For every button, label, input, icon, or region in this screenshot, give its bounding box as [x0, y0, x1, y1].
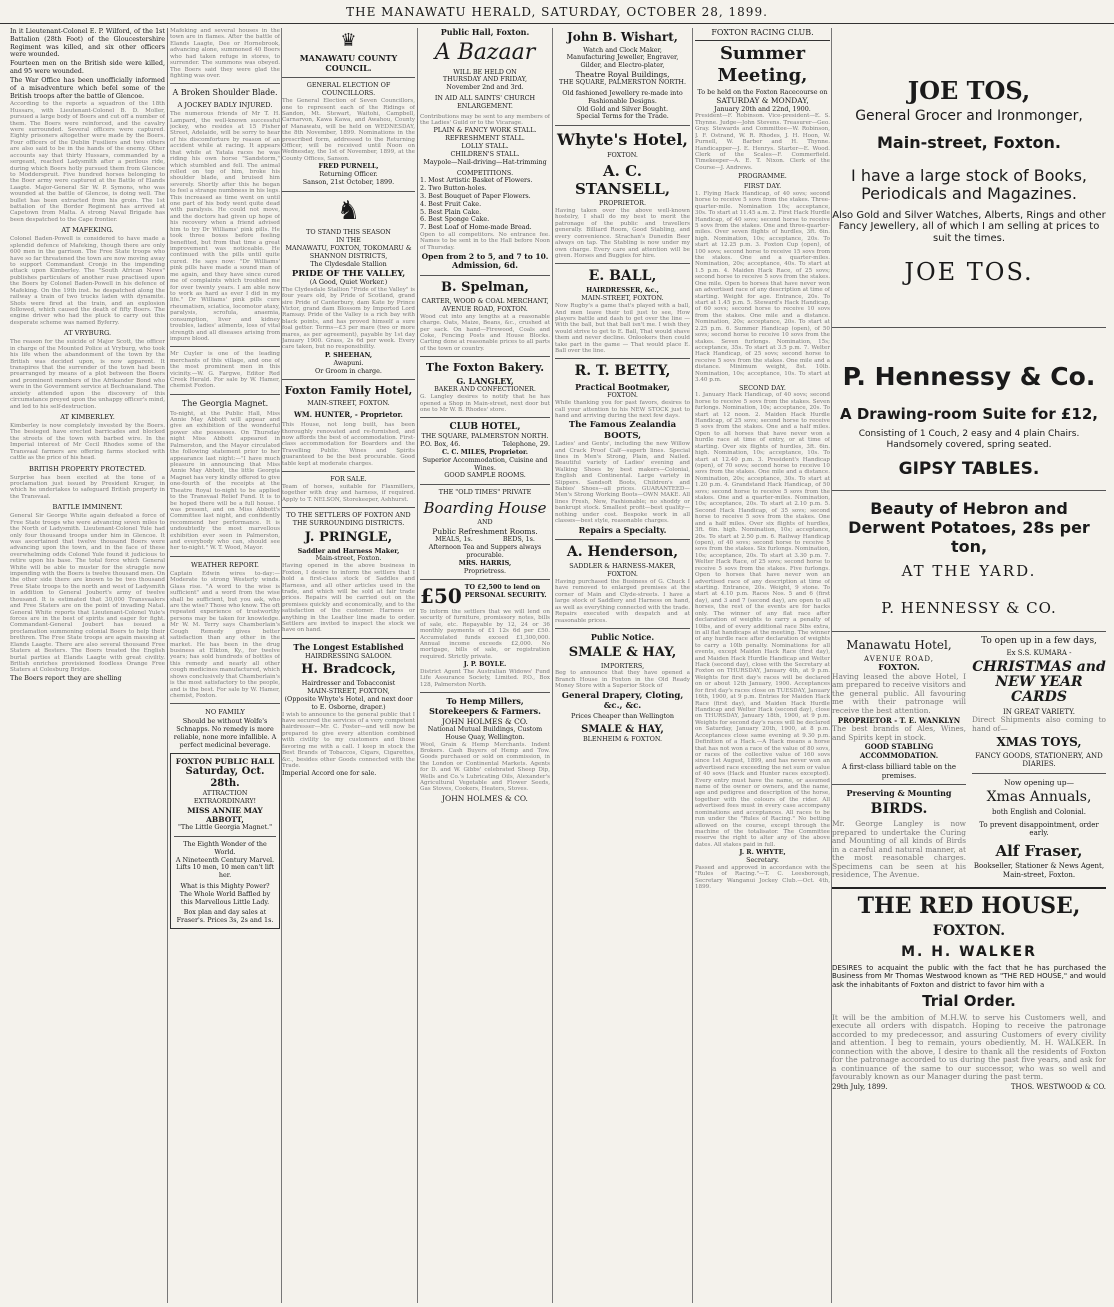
- section-heading: AT MAFEKING.: [61, 226, 114, 235]
- advert-title: THE RED HOUSE,: [857, 892, 1081, 919]
- article-body: 1. January Hack Handicap, of 40 sovs; second horse to receive 5 sovs from the stakes. Seven furlongs. Nomination, 10s; acceptance, 20s. To start at 12 noon. 2. Maiden Hack Hurdle Handicap, of 25 sovs; second horse to receive 5 sovs from the stakes. One and a half miles. Open to all horses that have never won a hurdle race at time of entry, or at time of starting. Over six flights of hurdles, 3ft. 6in. high. Nomination, 10s; acceptance, 10s. To start at 12.40 p.m. 3. President's Handicap (open), of 70 sovs; second horse to receive 10 sovs from the stakes. One mile and a distance. Nomination, 20s; acceptance, 30s. To start at 1.20 p.m. 4. Grandstand Hack Handicap, of 50 sovs; second horse to receive 5 sovs from the stakes. One and a quarter-miles. Nomination, 10s; acceptance, 20s. To start at 2.10 p.m. 5. Second Hack Handicap, of 35 sovs; second horse to receive 5 sovs from the stakes. One and a half miles. Over six flights of hurdles, 3ft. 6in. high. Nomination, 10s; acceptance, 20s. To start at 2.50 p.m. 6. Railway Handicap (open), of 40 sovs; second horse to receive 5 sovs from the stakes. Six furlongs. Nomination, 10s; acceptance, 20s. To start at 3.30 p.m. 7. Welter Hack Race, of 25 sovs; second horse to receive 5 sovs from the stakes. Five furlongs. Open to horses that have never won an advertised race of any description at time of starting. Entrance, 20s. Weight, 9 stone. To start at 4.10 p.m. Races Nos. 5 and 6 (first day), and 3 and 7 (second day), are open to all horses, the rest of the events are for hacks only. The winner of any flat race after declaration of weights to carry a penalty of 10lbs, and of every additional race 5lbs extra, in all flat handicaps at the meeting. The winner of any hurdle race after declaration of weights to carry a 10lb penalty. Nominations for all events, except Maiden Hack Race (first day), and Maiden Hack Hurdle Handicap and Welter Hack (second day), close with the Secretary at Foxton on THURSDAY, January 4th, at 9 p.m. Weights for first day's races will be declared on or about 12th January, 1900. Acceptances for first day's races close on TUESDAY, January 16th, 1900, at 9 p.m. Entries for Maiden Hack Race (first day), and Maiden Hack Hurdle Handicap and Welter Hack (second day), close on THURSDAY, January 18th, 1900, at 9 p.m. Weights for second day's races will be declared on Saturday, January 20th, 1900, at 8 p.m. Acceptances close same evening at 9.30 p.m. Definition of a Hack.—A Hack means a horse that has not won a race of the value of 80 sovs, or races of the collective value of 160 sovs since 1st August, 1899, and has never won an advertised race exceeding the net sum or value of 40 sovs (Hack and Hunter races excepted). Every entry must have the name, or assumed name of the owner or owners, and the name, age and pedigree and description of the horse, together with the colours of the rider. All advertised fees must in every case accompany nominations and acceptances. All races to be run under the "Rules of Racing." No betting allowed on the course, except through the machine of the totalisator. The Committee reserve the right to alter any of the above dates. All stakes paid in full.: [695, 392, 830, 848]
- divider: [170, 83, 280, 84]
- advert-title: Preserving & Mounting: [846, 788, 952, 799]
- advert-text: Also Gold and Silver Watches, Alberts, Rings and other Fancy Jewellery, all of which I am selling at prices to suit the times.: [832, 209, 1106, 244]
- advert-title: Public Notice.: [590, 631, 655, 642]
- advert-address: MAIN-STREET, FOXTON,: [307, 687, 390, 696]
- advert-text: Box plan and day sales at Fraser's. Prices 3s, 2s and 1s.: [176, 908, 274, 925]
- article-body: Mr. George Langley is now prepared to undertake the Curing and Mounting of all kinds of Birds in a careful and natural manner, at the most reasonable charges. Specimens can be seen at his residence, The Avenue.: [832, 819, 966, 880]
- advert-text: A first-class billiard table on the premises.: [842, 763, 956, 780]
- telephone: Telephone, 29.: [502, 440, 550, 449]
- divider: [555, 125, 690, 126]
- article-paragraph: The War Office has been unofficially informed of a misadventure which befel some of the British troops after the battle of Glencoe.: [10, 75, 165, 100]
- divider: [832, 327, 1106, 328]
- divider: [555, 358, 690, 359]
- divider: [555, 628, 690, 629]
- advert-text: November 2nd and 3rd.: [446, 83, 524, 92]
- advert-address: FOXTON.: [607, 391, 638, 400]
- article-body: It will be the ambition of M.H.W. to serve his Customers well, and execute all orders with dispatch. Hoping to receive the patronage accorded to my predecessor, and assuring Customers of every civility and attention. I beg to remain, yours obediently, M. H. WALKER. In connection with the above, I desire to thank all the residents of Foxton for the patronage accorded to us during the past five years, and ask for a continuance of the same to our successor, who was so well and favourably known as our Manager during the past term.: [832, 1012, 1106, 1082]
- divider: [555, 263, 690, 264]
- column-adverts-a: [282, 28, 415, 1303]
- divider: [282, 77, 415, 78]
- divider: [420, 579, 550, 580]
- article-body: Beg to announce that they have opened a Branch House in Foxton in the Old Ready Money Store with a Superior Stock of: [555, 670, 690, 690]
- article-body: Direct Shipments also coming to hand of—: [972, 715, 1106, 733]
- advert-title: J. PRINGLE,: [304, 529, 393, 545]
- article-body: Kimberley is now completely invested by the Boers. The besieged have erected barricades and blocked the streets of the town with barbed wire. In the Imperial interest of Mr Cecil Rhodes some of the Transvaal farmers are offering farms stocked with cattle as the price of his head.: [10, 422, 165, 462]
- article-body: Having purchased the Business of G. Chuck I have removed to enlarged premises at the corner of Main and Clyde-streets. I have a large stock of Saddlery and Harness on hand, as well as everything connected with the trade. Repairs executed with despatch and at reasonable prices.: [555, 579, 690, 624]
- advert-text: Special Terms for the Trade.: [576, 112, 669, 121]
- advert-text: The Clydesdale Stallion: [310, 259, 387, 268]
- signature-title: Returning Officer.: [319, 170, 378, 179]
- divider: [170, 346, 280, 347]
- article-body: To-night, at the Public Hall, Miss Annie May Abbott will appear and give an exhibition of the wonderful power she possesses. On Thursday night Miss Abbott appeared in Palmerston, and the Mayor circulated the following statement prior to her appearance last night:—"I have much pleasure in announcing that Miss Annie May Abbott, the little Georgia Magnet has very kindly offered to give one-fourth of the receipts at the Theatre Royal to-night to be applied to the Transvaal Relief Fund. It is to be hoped there will be a full house. I was present, and on Miss Abbott's Committee last night, and confidently recommend her performance. It is undoubtedly the most marvellous exhibition ever seen in Palmerston, and everybody who can, should see her to-night." W. T. Wood, Mayor.: [170, 410, 280, 552]
- advert-proprietor: PROPRIETOR.: [599, 199, 646, 208]
- divider: [174, 836, 276, 837]
- advert-date: Saturday, Oct. 28th.: [185, 765, 265, 789]
- stall-item: CHILDREN'S STALL.: [450, 149, 520, 158]
- article-body: Team of horses, suitable for Flaxmillers, together with dray and harness, if required. Apply to T. NELSON, Storekeeper, Ashhurst.: [282, 483, 415, 503]
- article-body: The Clydesdale Stallion "Pride of the Valley" is four years old, by Pride of Scotland, grand sire Pride of Canterbury, dam Kate by Prince Victor, grand dam Blossom by Imported Lord Ramsay. Pride of the Valley is a rich bay with black points, and has proved himself a sure foal getter. Terms—£3 per mare (two or more mares, as per agreement), payable by 1st day January 1900. Grass, 2s 6d per week. Every care taken, but no responsibility.: [282, 286, 415, 351]
- column-rule: [417, 28, 418, 1303]
- advert-text: MANAWATU, FOXTON, TOKOMARU & SHANNON DISTRICTS,: [285, 244, 412, 260]
- royal-crest-icon: ♛: [340, 30, 357, 51]
- signature: J. R. WHYTE,: [739, 848, 786, 857]
- advert-title: A. Henderson,: [566, 544, 679, 561]
- article-body: General Sir George White again defeated a force of Free State troops who were advancing seven miles to the North of Ladysmith. Lieutenant-Colonel Yule had only four thousand troops under him in Glencoe. It was ascertained that twelve thousand Boers were advancing upon the town, and in the face of these overwhelming odds Colonel Yule found it judicious to retire upon his base. The total force which General White will be able to muster for the struggle now impending with the Boers is twelve thousand men. On the other side there are known to be two thousand Free State troops to the north and west of Ladysmith in addition to General Joubert's army of twelve thousand. It is estimated that 30,000 Transvaalers and Free Staters are on the point of invading Natal. General White reports that Lieutenant-Colonel Yule's forces are in the best of spirits and eager for fight. Commandant-General Joubert has issued a proclamation summoning colonial Boers to help their brethren. The Free State troops are again massing at Elands Laagte. There are also several thousand Free Staters at Besters. The Boers treated the English burial parties at Elands Laagte with great civility. British enriches provisioned foodless Orange Free Staters at Colesburg Bridge.: [10, 513, 165, 674]
- advert-address: FOXTON.: [607, 150, 638, 159]
- advert-title: P. Hennessy & Co.: [842, 362, 1096, 392]
- section-heading: AT KIMBERLEY.: [60, 412, 115, 421]
- article-body: Mafeking and several houses in the town are in flames. After the battle of Elands Laagte, Dee or Hornebrook, advancing alone, summoned 40 Boers who had taken refuge in stores, to surrender. The summons was obeyed. The Boers said they were glad the fighting was over.: [170, 28, 280, 79]
- advert-title: MANAWATU COUNTY COUNCIL.: [299, 52, 398, 73]
- column-rule: [167, 28, 168, 1303]
- stall-item: PLAIN & FANCY WORK STALL.: [433, 126, 537, 135]
- beds-price: BEDS, 1s.: [502, 535, 535, 544]
- advert-text: AT THE YARD.: [901, 562, 1037, 581]
- advert-title: SMALE & HAY,: [568, 644, 677, 660]
- divider: [282, 471, 415, 472]
- advert-title: Boarding House: [423, 499, 547, 518]
- advert-address: (Opposite Whyte's Hotel, and next door to E. Osborne, draper.): [284, 694, 413, 711]
- article-body: While thanking you for past favors, desires to call your attention to his NEW STOCK just to hand and arriving during the next few days.: [555, 400, 690, 419]
- stallion-illustration-icon: ♞: [336, 195, 361, 226]
- advert-text: Old fashioned Jewellery re-made into Fashionable Designs.: [562, 89, 683, 105]
- column-rule: [552, 28, 553, 1303]
- advert-title: Public Hall, Foxton.: [440, 28, 530, 37]
- race-meeting-heading: Summer Meeting,: [717, 42, 808, 86]
- loan-advert: [420, 584, 550, 608]
- article-body: Contributions may be sent to any members of the Ladies' Guild or to the Vicarage.: [420, 113, 550, 127]
- advert-text: To open up in a few days,: [981, 636, 1097, 647]
- advert-title: JOE TOS.: [904, 258, 1034, 287]
- signature: P. SHEEHAN,: [324, 350, 373, 359]
- advert-title: To Hemp Millers, Storekeepers & Farmers.: [429, 696, 541, 717]
- signature-title: Proprietress.: [463, 566, 507, 575]
- divider: [282, 379, 415, 380]
- advert-address: AVENUE ROAD,: [864, 654, 934, 663]
- advert-name: G. LANGLEY,: [456, 375, 514, 386]
- list-item: 3. Best Bouquet of Paper Flowers.: [420, 191, 531, 200]
- section-heading: BRITISH PROPERTY PROTECTED.: [29, 464, 146, 473]
- advert-subtitle: HAIRDRESSER, &c.,: [586, 286, 659, 295]
- advert-subtitle: IMPORTERS,: [600, 661, 645, 670]
- advert-subtitle: BAKER AND CONFECTIONER.: [434, 385, 536, 394]
- advert-address: THE SQUARE, PALMERSTON NORTH.: [559, 78, 686, 87]
- advert-address: Bookseller, Stationer & News Agent, Main-street, Foxton.: [973, 862, 1105, 879]
- meals-price: MEALS, 1s.: [435, 535, 473, 544]
- advert-headline: A Drawing-room Suite for £12,: [840, 404, 1098, 423]
- article-heading: NO FAMILY: [205, 708, 245, 717]
- article-body: I wish to announce to the general public that I have secured the services of a very competent hairdresser—Mr. C. Foster—and will now be prepared to give every attention combined with civility to my customers and those favoring me with a call. I keep in stock the Best Brands of Tobaccos, Cigars, Cigarettes, &c., besides other Goods connected with the Trade.: [282, 711, 415, 769]
- divider: [972, 773, 1106, 774]
- divider: [170, 556, 280, 557]
- advert-address: FOXTON.: [878, 662, 920, 673]
- advert-address: BLENHEIM & FOXTON.: [582, 735, 663, 744]
- race-days: SATURDAY & MONDAY,: [716, 96, 809, 106]
- column-local-news: [170, 28, 280, 1303]
- advert-title: Alf Fraser,: [995, 841, 1083, 860]
- advert-banner: Repairs a Specialty.: [578, 524, 667, 535]
- divider: [420, 417, 550, 418]
- column-display-adverts: [832, 28, 1106, 1303]
- advert-title: Foxton Family Hotel,: [284, 384, 413, 398]
- article-body: Having leased the above Hotel, I am prepared to receive visitors and the general public. All favouring me with their patronage will receive the best attention.: [832, 671, 966, 715]
- divider: [420, 275, 550, 276]
- advert-text: FANCY GOODS, STATIONERY, AND DIARIES.: [975, 751, 1103, 769]
- advert-headline: XMAS TOYS,: [996, 735, 1082, 750]
- advert-address: MAIN-STREET, FOXTON.: [307, 398, 390, 407]
- manawatu-hotel-advert: [832, 636, 966, 881]
- advert-title: R. T. BETTY,: [574, 363, 671, 380]
- list-item: 6. Best Sponge Cake.: [420, 215, 490, 224]
- divider: [282, 507, 415, 508]
- article-body: Captain Edwin wires to-day:—Moderate to strong Westerly winds. Glass rise. "A word to the wise is sufficient" and a word from the wise shall be sufficient, but you ask, who are the wise? Those who know. The oft repeated experience of trustworthy persons may be taken for knowledge. Mr W. M. Terry says Chamberlain's Cough Remedy gives better satisfaction than any other in the market. He has been in the drug business at Elkton, Ky., for twelve years; has sold hundreds of bottles of this remedy and nearly all other cough medicines manufactured, which shows conclusively that Chamberlain's is the most satisfactory to the people, and is the best. For sale by W. Hamer, chemist, Foxton.: [170, 570, 280, 699]
- advert-subtitle: Practical Bootmaker,: [575, 381, 670, 392]
- article-heading: The Georgia Magnet.: [181, 398, 269, 408]
- article-body: This House, not long built, has been thoroughly renovated and re-furnished, and now affords the best of accommodation. First-class accommodation for Boarders and the Travelling Public. Wines and Spirits guaranteed to be the best procurable. Good table kept at moderate charges.: [282, 422, 415, 467]
- advert-headline: Xmas Annuals,: [986, 789, 1092, 806]
- advert-text: IN GREAT VARIETY.: [1002, 707, 1076, 716]
- stall-item: Maypole—Nail-driving—Hat-trimming: [423, 157, 547, 166]
- section-heading: BATTLE IMMINENT.: [52, 503, 123, 512]
- article-body: Surprise has been excited at the tone of a proclamation just issued by President Kruger, in which he undertakes to safeguard British property in the Transvaal.: [10, 474, 165, 500]
- loan-amount: £50: [420, 584, 462, 609]
- advert-text: General Drapery, Cloting, &c., &c.: [561, 690, 684, 712]
- advert-text: Manufacturing Jeweller, Engraver, Gilder, and Electro-plater,: [566, 53, 679, 70]
- divider: [282, 191, 415, 192]
- list-item: 5. Best Plain Cake.: [420, 207, 482, 216]
- column-adverts-c: [555, 28, 690, 1303]
- column-racing: [695, 28, 830, 1303]
- advert-text: Superior Accommodation, Cuisine and Wines.: [422, 455, 548, 472]
- signature: MRS. HARRIS,: [458, 558, 512, 567]
- advert-address: Main-street, Foxton.: [877, 133, 1061, 153]
- advert-hours: Open from 2 to 5, and 7 to 10.: [421, 252, 549, 262]
- article-body: Open to all competitors. No entrance fee. Names to be sent in to the Hall before Noon of Thursday.: [420, 232, 550, 251]
- fraser-advert: [972, 636, 1106, 881]
- advert-subtitle: GENERAL ELECTION OF COUNCILLORS.: [306, 81, 391, 98]
- list-item: 1. Most Artistic Basket of Flowers.: [420, 176, 533, 185]
- po-box: P.O. Box, 46.: [420, 440, 461, 449]
- advert-title: FOXTON PUBLIC HALL: [175, 756, 275, 766]
- advert-title: The Foxton Bakery.: [425, 361, 545, 375]
- advert-georgia-magnet: [170, 753, 280, 929]
- advert-text: Afternoon Tea and Suppers always procurable.: [428, 543, 542, 559]
- column-rule: [692, 28, 693, 1303]
- advert-text: "The Little Georgia Magnet.": [177, 823, 273, 832]
- advert-row: [832, 636, 1106, 881]
- advert-name: SMALE & HAY,: [581, 724, 664, 736]
- advert-proprietor: WM. HUNTER, - Proprietor.: [294, 409, 403, 419]
- article-paragraph: Fourteen men on the British side were killed, and 95 were wounded.: [10, 59, 165, 76]
- signature-title: Awapuni.: [333, 358, 364, 367]
- advert-text: Lifts 10 men, 10 men can't lift her.: [176, 863, 274, 880]
- divider: [832, 490, 1106, 491]
- advert-title: CLUB HOTEL,: [449, 422, 521, 433]
- article-body: The numerous friends of Mr T. H. Lampard, the well-known successful jockey, who resides at 15 Fisher Street, Adelaide, will be sorry to hear of his discomforture by reason of an accident while at racing. It appears that while at Yatala races he was riding his own horse "Sandstorm," which stumbled and fell. The animal rolled on top of him, broke his shoulder blade, and bruised him severely. Shortly after this he began to feel a strange numbness in his legs. This increased as time went on until one part of his body went quite dead with paralysis. He could not move, and the doctors had given up hope of his recovery when a friend advised him to try Dr Williams' pink pills. He took three boxes before feeling benefited, but from that time a great improvement was noticeable. He continued with the pills until quite cured. He says now: "Dr Williams' pink pills have made a sound man of me again, and they have since cured me of complaints which troubled me for over twenty years. I am able now to work as hard as ever I did in my life." Dr Williams' pink pills cure rheumatism, sciatica, locomotor ataxy, paralysis, scrofula, anaemia, consumption, liver and kidney troubles, ladies' ailments, loss of vital strength and all diseases arising from impure blood.: [170, 111, 280, 342]
- article-heading: WEATHER REPORT.: [190, 560, 259, 569]
- advert-title: E. BALL,: [588, 268, 657, 285]
- article-body: Colonel Baden-Powell is considered to have made a splendid defence of Mafeking, though there are only 600 men in the garrison. The Free State troops who have so far threatened the town are now moving away to support Commandant Cronje in the impending attack upon Kimberley. The "South African News" publishes particulars of another ruse practised upon the Boers by Colonel Baden-Powell in his defence of Mafeking. On the 19th inst. he despatched along the railway a train of two trucks laden with dynamite. Shots were fired at the train, and an explosion followed, which caused the death of fifty Boers. The engine driver who had the pluck to carry out this desperate scheme was named Byferry.: [10, 236, 165, 326]
- advert-subtitle: SADDLER & HARNESS-MAKER, FOXTON.: [569, 562, 676, 579]
- article-body: To inform the settlers that we will lend on security of furniture, promissory notes, bills of sale, etc. Repayable by 12, 24 or 36 monthly payments of £1 12s 6d per £50. Accumulated funds exceed £1,300,000. Annual income exceeds £2,000. No mortgage, bills of sale, or registration required. Strictly private.: [420, 608, 550, 660]
- advert-address: THE SQUARE, PALMERSTON NORTH.: [421, 432, 549, 441]
- advert-text: Ex S.S. KUMARA -: [1006, 649, 1072, 657]
- advert-text: What is this Mighty Power?: [180, 881, 270, 890]
- advert-text: THURSDAY AND FRIDAY,: [442, 75, 528, 84]
- advert-text: both English and Colonial.: [992, 808, 1086, 817]
- list-item: 7. Best Loaf of Home-made Bread.: [420, 223, 532, 232]
- advert-title: FOR SALE.: [330, 475, 367, 484]
- signature-title: Secretary.: [746, 856, 779, 865]
- advert-text: THE "OLD TIMES" PRIVATE: [438, 488, 532, 497]
- advert-title: H. Bradcock,: [301, 662, 396, 678]
- divider: [832, 887, 1106, 889]
- advert-text: TO THE SETTLERS OF FOXTON AND THE SURROUNDING DISTRICTS.: [286, 511, 411, 527]
- advert-proprietor: PROPRIETOR - T. E. WANKLYN: [837, 715, 961, 725]
- race-dates: January 20th and 22nd, 1900.: [714, 104, 811, 113]
- section-heading: AT VRYBURG.: [63, 329, 112, 338]
- stallion-name: PRIDE OF THE VALLEY,: [291, 268, 406, 279]
- article-body: The reason for the suicide of Major Scott, the officer in charge of the Mounted Police at Vryburg, who took his life when the abandonment of the town by the British was decided upon, is now apparent. It transpires that the surrender of the town had been prearranged by means of a plot between the Boers and prominent members of the Afrikander Bond who were in the Government service at Bechuanaland. The anxiety attended upon the discovery of this circumstance preyed upon the unhappy officer's mind, and led to his self-destruction.: [10, 339, 165, 410]
- list-item: 2. Two Button-holes.: [420, 184, 487, 193]
- article-heading: A Broken Shoulder Blade.: [172, 88, 278, 98]
- bazaar-heading: A Bazaar: [434, 39, 536, 65]
- article-body: 1. Flying Hack Handicap, of 40 sovs; second horse to receive 5 sovs from the stakes. Three-quarter-mile. Nomination 10s; acceptance, 30s. To start at 11.45 a.m. 2. First Hack Hurdle Handicap, of 40 sovs; second horse to receive 5 sovs from the stakes. One and three-quarter-miles. Over seven flights of hurdles, 3ft. 6in. high. Nomination, 10s; acceptance, 20s. To start at 12.25 p.m. 3. Foxton Cup (open), of 100 sovs; second horse to receive 15 sovs from the stakes. One and a quarter-miles. Nomination, 20s; acceptance, 40s. To start at 1.5 p.m. 4. Maiden Hack Race, of 25 sovs; second horse to receive 5 sovs from the stakes. One mile. Open to horses that have never won an advertised race of any description at time of starting. Weight for age. Entrance, 20s. To start at 1.45 p.m. 5. Steward's Hack Handicap, of 60 sovs; second horse to receive 10 sovs from the stakes. One mile and a distance. Nomination, 20s; acceptance, 20s. To start at 2.25 p.m. 6. Summer Handicap (open), of 50 sovs; second horse to receive 10 sovs from the stakes. Seven furlongs. Nomination, 15s; acceptance, 35s. To start at 3.5 p.m. 7. Welter Hack Handicap, of 25 sovs; second horse to receive 5 sovs from the stakes. One mile and a distance. Minimum weight, 8st. 10lb. Nomination, 10s; acceptance, 10s. To start at 3.40 p.m.: [695, 190, 830, 384]
- divider: [555, 539, 690, 540]
- article-body: Mr Cuyler is one of the leading merchants of this village, and one of the most prominent men in this vicinity.—W. G. Fargwe, Editor Red Creek Herald. For sale by W. Hamer, chemist Foxton.: [170, 351, 280, 390]
- section-heading: FIRST DAY.: [743, 182, 782, 191]
- masthead: THE MANAWATU HERALD, SATURDAY, OCTOBER 28, 1899.: [0, 0, 1114, 24]
- advert-title: Whyte's Hotel,: [557, 130, 688, 150]
- advert-address: National Mutual Buildings, Custom House Quay, Wellington.: [427, 724, 543, 741]
- advert-proprietor: C. C. MILES, Proprietor.: [441, 448, 529, 457]
- article-body: G. Langley desires to notify that he has opened a Shop in Main-street, next door but one to Mr W. B. Rhodes' store.: [420, 394, 550, 414]
- stall-item: LOLLY STALL.: [461, 142, 509, 151]
- advert-text: WILL BE HELD ON: [453, 67, 517, 76]
- divider: [170, 394, 280, 395]
- article-body: District Agent The Australian Widows' Fund Life Assurance Society, Limited. P.O., Box 128, Palmerston North.: [420, 669, 550, 688]
- column-adverts-b: [420, 28, 550, 1303]
- advert-admission: Admission, 6d.: [451, 260, 519, 271]
- advert-subtitle: General Grocer and Ironmonger,: [855, 108, 1083, 125]
- advert-text: Prices Cheaper than Wellington: [571, 712, 674, 721]
- advert-headline: Trial Order.: [922, 992, 1016, 1011]
- advert-subtitle: Saddler and Harness Maker,: [297, 546, 400, 555]
- article-body: The best brands of Ales, Wines, and Spirits kept in stock.: [832, 724, 966, 742]
- advert-name: M. H. WALKER: [901, 943, 1037, 960]
- advert-footer: [832, 1083, 1106, 1092]
- advert-address: Main-street, Foxton.: [315, 554, 382, 563]
- article-body: According to the reports a squadron of the 18th Hussars, with Lieutenant-Colonel B. D. Moller, pursued a large body of Boers and cut off a number of them. The Boers were reinforced, and the cavalry were surrounded. Several officers were captured. Eighty prisoners altogether were made by the Boers. Four officers of the Dublin Fusiliers and two others are also said to be in the hands of the enemy. Other accounts say that thirty Hussars, commanded by a sergeant, reached Ladysmith after a perilous ride, during which Boers hotly pursued them from Glencoe to Modderspruit. Five hundred horses belonging to the Boer army were captured at the Battle of Elands Laagte. Major-General Sir W. P. Symons, who was wounded at the battle of Glencoe, is doing well. The bullet has been extracted from his groin. The 1st battalion of the Border Regiment has arrived at Capetown from Malta. A strong Naval Brigade has been despatched to the Cape frontier.: [10, 101, 165, 223]
- advert-text: Old Gold and Silver Bought.: [577, 104, 668, 113]
- advert-subtitle: Hairdresser and Tobacconist: [301, 679, 396, 688]
- advert-headline: Beauty of Hebron and Derwent Potatoes, 28s per ton,: [848, 498, 1090, 557]
- advert-text: DESIRES to acquaint the public with the fact that he has purchased the Business from Mr Thomas Westwood known as "THE RED HOUSE," and would ask the inhabitants of Foxton and district to favor him with a: [832, 963, 1106, 989]
- advert-text: To be held on the Foxton Racecourse on: [697, 87, 828, 96]
- advert-text: Should be without Wolfe's Schnapps. No remedy is more reliable, none more infallible. A perfect medicinal beverage.: [173, 717, 277, 749]
- advert-name: MISS ANNIE MAY ABBOTT,: [187, 805, 263, 824]
- divider: [282, 638, 415, 639]
- advert-text: Public Refreshment Rooms.: [432, 527, 538, 537]
- advert-title: Manawatu Hotel,: [846, 638, 952, 653]
- article-body: Wood cut into any lengths at a reasonable charge. Oats, Maize, Beans, &c., crushed at per sack. On hand—Firewood, Coals and Coke, Fencing Posts and House Blocks. Carting done at reasonable prices to all parts of the town or country.: [420, 313, 550, 352]
- advert-title: John B. Wishart,: [567, 30, 678, 44]
- advert-text: Or Groom in charge.: [315, 366, 382, 375]
- advert-text: The Whole World Baffled by this Marvellous Little Lady.: [179, 889, 271, 906]
- article-body: Having taken over the above well-known hostelry, I shall do my best to merit the patronage of the public and travellers generally. Billiard Room, Good Stabling, and every convenience. Strachan's Dunedin Beer always on tap. The Stabling is now under my own charge. Every care and attention will be given. Horses and Buggies for hire.: [555, 208, 690, 259]
- article-body: Ladies' and Gents', including the new Willow and Crack Proof Calf—superb lines. Special lines in Men's Strong, Plain, and Nailed. Beautiful variety of Ladies' evening and Walking Shoes by best makers—Colonial, English and Continental. Large variety in Slippers. Sandsoft Boots, Children's and Babies' Shoes—all prices. GUARANTEED—Men's Strong Working Boots—OWN MAKE. All lines Fresh, New, Fashionable; no shoddy or bankrupt stock. Smallest profit—best quality—nothing under cost. Bespoke work in all classes—best style, reasonable charges.: [555, 441, 690, 525]
- advert-text: IN AID ALL SAINTS' CHURCH ENLARGEMENT.: [434, 94, 536, 110]
- advert-text: GOOD SAMPLE ROOMS.: [444, 471, 526, 480]
- signature: THOS. WESTWOOD & CO.: [1010, 1082, 1106, 1091]
- article-subheading: A JOCKEY BADLY INJURED.: [177, 101, 273, 110]
- advert-date: 29th July, 1899.: [832, 1082, 888, 1091]
- advert-address: FOXTON.: [932, 923, 1006, 940]
- advert-subtitle: CARTER, WOOD & COAL MERCHANT,: [421, 297, 549, 306]
- advert-headline: CHRISTMAS and NEW YEAR CARDS: [972, 658, 1106, 706]
- advert-text: Consisting of 1 Couch, 2 easy and 4 plain Chairs. Handsomely covered, spring seated.: [858, 429, 1080, 451]
- divider: [420, 692, 550, 693]
- advert-text: Now opening up—: [1003, 777, 1074, 787]
- article-body: Now Rugby's a game that's played with a ball, And men leave their toil just to see, How players battle and dash to get over the line — With the ball, but that ball isn't me. I wish they would strive to get to E. Ball, That would shave them and never decline. Onlookers then could take part in the game — That would place E. Ball over the line.: [555, 303, 690, 355]
- article-paragraph: The Boers report they are shelling: [10, 673, 122, 682]
- advert-text: GOOD STABLING ACCOMMODATION.: [859, 742, 939, 760]
- advert-text: I have a large stock of Books, Periodicals and Magazines.: [851, 165, 1087, 204]
- signature: FRED PURNELL,: [318, 162, 379, 171]
- advert-text: A Nineteenth Century Marvel.: [175, 855, 275, 864]
- advert-name: P. HENNESSY & CO.: [881, 598, 1057, 617]
- article-body: Wool, Grain & Hemp Merchants. Indent Brokers. Cash Buyers of Hemp and Tow. Goods purchased or sold on commission, in the London or Continental Markets. Agents for D. and W. Gibbs' celebrated Sheep Dip, Wells and Co.'s Lubricating Oils, Alexander's Agricultural Vegetable and Flower Seeds, Gas Stoves, Cookers, Heaters, Stoves.: [420, 741, 550, 793]
- article-body: The General Election of Seven Councillors, one to represent each of the Ridings of Sandon, Mt. Stewart, Waitohi, Campbell, Carnarvon, Kawa Kawa, and Awahou, County of Manawatu, will be held on WEDNESDAY, the 8th November, 1899. Nominations in the prescribed form, addressed to the Returning Officer, will be received until Noon on Wednesday, the 1st of November, 1899, at the County Offices, Sanson.: [282, 98, 415, 162]
- divider: [832, 631, 1106, 632]
- advert-title: BIRDS.: [870, 800, 928, 817]
- advert-name: JOHN HOLMES & CO.: [442, 716, 528, 726]
- divider: [420, 356, 550, 357]
- loan-text: TO £2,500 to lend on PERSONAL SECURITY.: [464, 583, 547, 600]
- advert-text: AND: [477, 518, 493, 527]
- advert-title: The Longest Established: [293, 641, 404, 652]
- signature: J. P. BOYLE.: [463, 660, 507, 669]
- advert-title: JOE TOS,: [907, 76, 1031, 105]
- column-war-news: [10, 28, 165, 1303]
- advert-address: MAIN-STREET, FOXTON.: [581, 294, 664, 303]
- section-heading: PROGRAMME.: [738, 172, 787, 181]
- advert-text: The Eighth Wonder of the World.: [183, 839, 267, 856]
- section-heading: COMPETITIONS.: [456, 168, 514, 177]
- advert-headline: GIPSY TABLES.: [898, 459, 1040, 480]
- stall-item: REFRESHMENT STALL.: [445, 134, 525, 143]
- list-item: 4. Best Fruit Cake.: [420, 199, 482, 208]
- advert-text: To prevent disappointment, order early.: [979, 820, 1099, 838]
- advert-text: ATTRACTION EXTRAORDINARY!: [193, 789, 257, 805]
- advert-subtitle: HAIRDRESSING SALOON.: [305, 651, 392, 660]
- advert-address: AVENUE ROAD, FOXTON.: [442, 304, 528, 313]
- divider: [832, 784, 966, 785]
- advert-title: B. Spelman,: [441, 280, 529, 296]
- advert-title: FOXTON RACING CLUB.: [695, 28, 830, 41]
- article-body: Passed and approved in accordance with the "Rules of Racing."—T. C. Leesborough, Secretary Wanganui Jockey Club.—Oct. 4th, 1899.: [695, 864, 830, 891]
- article-body: President—F. Robinson. Vice-president—E. S. Thynne. Judge—John Stevens. Treasurer—Geo. Gray. Stewards and Committee—W. Robinson, J. F. Ostrand, W. R. Rhodes, J. H. Hoon, W. Purnell, W. Barber and H. Thynne. Handicapper—J. E. Henrys. Starter—E. Wood. Clerk of the Scales—F. Commerfield. Timekeeper—A. E. T. Nixon. Clerk of the Course—J. Andrews.: [695, 113, 830, 171]
- article-paragraph: In it Lieutenant-Colonel E. P. Wilford, of the 1st Battalion (28th Foot) of the Gloucestershire Regiment was killed, and six other officers were wounded.: [10, 28, 165, 59]
- article-paragraph: Imperial Accord one for sale.: [282, 769, 377, 778]
- advert-title: The Famous Zealandia BOOTS,: [568, 420, 677, 441]
- advert-text: TO STAND THIS SEASON: [306, 228, 391, 237]
- divider: [170, 703, 280, 704]
- advert-name: A. C. STANSELL,: [574, 161, 671, 198]
- article-body: Having opened in the above business in Foxton, I desire to inform the settlers that I hold a first-class stock of Saddles and Harness, and all other articles used in the trade, and which will be sold at fair trade prices. Repairs will be carried out on the premises quickly and economically, and to the satisfaction of the customer. Harness or anything in the Leather line made to order. Settlers are invited to inspect the stock we have on hand.: [282, 563, 415, 634]
- advert-name: JOHN HOLMES & CO.: [442, 793, 528, 803]
- advert-text: IN THE: [336, 236, 361, 245]
- advert-date: Sanson, 21st October, 1899.: [302, 177, 395, 186]
- section-heading: SECOND DAY.: [739, 383, 786, 392]
- advert-text: (A Good, Quiet Worker.): [309, 277, 388, 286]
- divider: [420, 484, 550, 485]
- advert-text: Theatre Royal Buildings,: [575, 70, 670, 80]
- advert-subtitle: Watch and Clock Maker,: [583, 45, 662, 54]
